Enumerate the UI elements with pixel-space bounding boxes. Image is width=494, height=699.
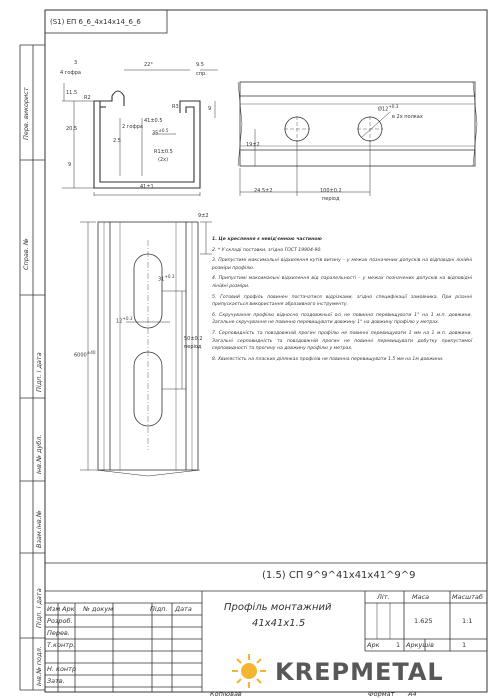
lit-label: Літ. (377, 593, 390, 601)
col-pidp: Підп. (150, 605, 168, 613)
sidebar-pidp-data-1: Підп. і дата (35, 352, 43, 392)
dim-41-1: 41±1 (140, 184, 154, 190)
row-perev: Перев. (47, 629, 70, 637)
dim-r3: R3 (172, 104, 179, 110)
dim-period-top: період (322, 196, 340, 202)
ark-value: 1 (396, 641, 401, 649)
dim-9-2: 9±2 (198, 213, 209, 219)
sidebar-pidp-data-2: Підп. і дата (35, 588, 43, 628)
row-nkontr: Н. контр (47, 665, 77, 673)
dim-6000: $6000^{\pm 40}$ (74, 350, 96, 359)
dim-35: $35^{\pm 0.5}$ (152, 128, 169, 137)
sun-logo-icon (232, 654, 266, 688)
dim-period-front: період (184, 344, 202, 350)
masa-label: Маса (412, 593, 430, 601)
dim-2-holes: в 2х полках (392, 114, 423, 120)
dim-22: 22° (144, 62, 153, 68)
masa-value: 1.625 (414, 617, 433, 625)
dim-9b: 9 (68, 162, 72, 168)
row-rozrob: Розроб. (47, 617, 73, 625)
note-item: 5. Готовий профіль повинен постачатися відрізками, згідно специфікації замовника. При різанні припускається використання абразивного інструменту. (212, 294, 472, 308)
note-item: 6. Скручування профілю відносно поздовжньої осі не повинно перевищувати 1° на 1 м.п. довжини. Загальне скручування не повинно перевищувати довжину 1° на довжину профілю у метрах. (212, 312, 472, 326)
kopiyuvav: Копіював (210, 690, 242, 698)
dim-r2: R2 (84, 95, 91, 101)
dim-11-5: 11.5 (66, 90, 78, 96)
dim-20-5: 20.5 (66, 126, 78, 132)
dim-d12: $Ø12^{+0.3}$ (378, 104, 399, 113)
stamp-code: (S1) ЕП 6_6_4х14х14_6_6 (50, 18, 141, 26)
note-item: 7. Серповидність та повздовжній прогин профілю не повинні перевищувати 1 мм на 1 м.п. довжини. Загальні серповидність та повздовжній прогин не повинні перевищувати добутку припустимої серповидності та прогину на довжину профілю у метрах. (212, 330, 472, 352)
sidebar-perv-vykoryst: Перв. використ (22, 87, 30, 140)
sidebar-inv-dubl: Інв.№ дубл. (35, 434, 43, 474)
dim-3: 3 (74, 60, 78, 66)
col-doc: № докум (83, 605, 113, 613)
dim-9-5: 9.5 (196, 62, 204, 68)
dim-spr: спр. (196, 71, 207, 77)
sidebar-vzam-inv: Взам.інв.№ (35, 510, 43, 548)
format-label: Формат (368, 690, 395, 698)
arkushiv-label: Аркушів (406, 641, 434, 649)
product-size: 41х41х1.5 (252, 618, 306, 629)
row-tkontr: Т.контр. (47, 641, 76, 649)
sidebar-sprav-no: Справ. № (22, 238, 30, 270)
row-zatv: Затв. (47, 677, 65, 685)
note-item: 3. Припустимі максимальні відхилення кутів вигину – у межах позначених допусків на відповідні лінійні розміри профілю. (212, 258, 472, 271)
dim-2-5: 2.5 (113, 138, 121, 144)
dim-41-05: 41±0.5 (144, 118, 163, 124)
dim-r1: R1±0.5 (154, 149, 173, 155)
col-ark: Арк (62, 605, 75, 613)
dim-2-gofra: 2 гофра (122, 124, 143, 130)
note-item: 4. Припустимі максимальні відхилення від паралельності – у межах позначених допусків на відповідні лінійні розміри. (212, 276, 472, 289)
technical-notes (212, 236, 472, 366)
note-item: 8. Хвилястість на пласких ділянках профілів не повинна перевищувати 1.5 мм на 1м довжини. (212, 356, 444, 362)
note-item: 2. * У складі поставки, згідно ГОСТ 19904-90. (212, 247, 322, 253)
designation: (1.5) СП 9^9^41х41х41^9^9 (262, 570, 416, 581)
notes-title: 1. Це креслення є невід'ємною частиною (212, 237, 322, 242)
krepmetal-logo: KREPMETAL (275, 658, 444, 686)
dim-19-2: 19±2 (246, 142, 260, 148)
ark-label: Арк (367, 641, 380, 649)
dim-31: $31^{+0.3}$ (158, 274, 175, 283)
col-data: Дата (175, 605, 192, 613)
dim-2x: (2х) (158, 157, 169, 163)
sidebar-inv-pidl: Інв.№ подл. (35, 646, 43, 686)
format-value: А4 (408, 690, 417, 698)
dim-100: 100±0.2 (320, 188, 342, 194)
dim-12: $12^{+0.3}$ (116, 316, 133, 325)
product-name: Профіль монтажний (224, 602, 332, 613)
masshtab-value: 1:1 (462, 617, 473, 625)
masshtab-label: Масштаб (452, 593, 483, 601)
arkushiv-value: 1 (462, 641, 467, 649)
dim-50: 50±0.2 (184, 336, 203, 342)
dim-24-5: 24.5±2 (254, 188, 273, 194)
col-izm: Изм (47, 605, 61, 613)
dim-9: 9 (208, 106, 212, 112)
dim-4-gofra: 4 гофра (60, 70, 81, 76)
